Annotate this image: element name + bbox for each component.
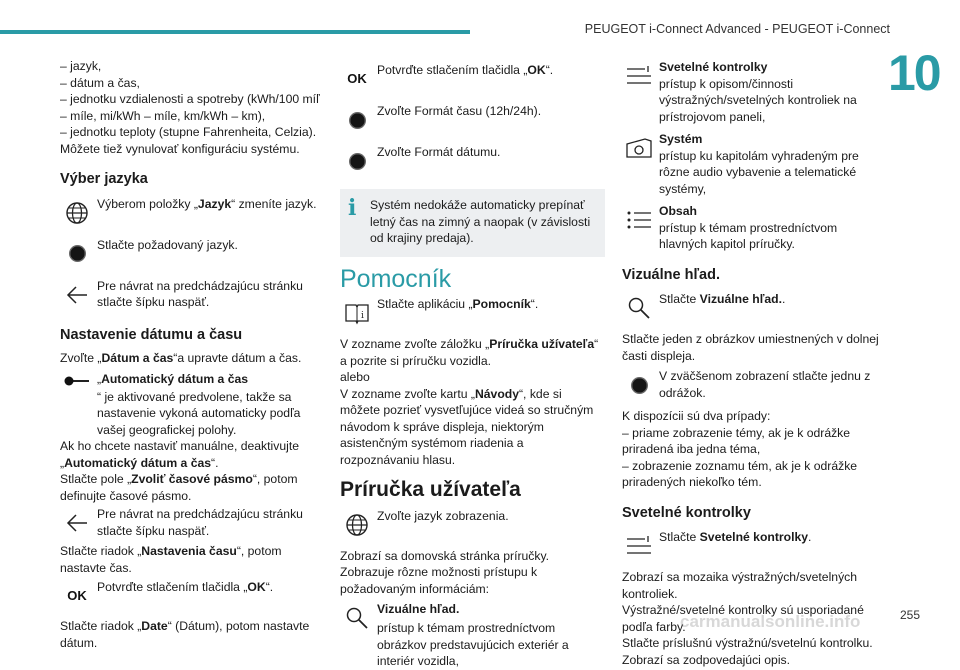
chapter-number: 10 [888,45,940,101]
text-bold: Jazyk [197,196,232,211]
back-arrow-icon [60,278,94,312]
ok-icon: OK [67,587,87,603]
access-system: Systém prístup ku kapitolám vyhradeným pre rôzne audio vybavenie a telematické systémy, [622,130,884,197]
access-contents: Obsah prístup k témam prostredníctvom hlavných kapitol príručky. [622,202,884,253]
section-heading-language: Výber jazyka [60,171,148,187]
paragraph: Stlačte riadok „Nastavenia času“, potom nastavte čas. [60,544,282,575]
search-icon [622,291,656,325]
column-1 [60,58,322,651]
paragraph: Ak ho chcete nastaviť manuálne, deaktivujte „Automatický dátum a čas“. [60,439,299,470]
column-2 [340,58,605,670]
step-helper: i Stlačte aplikáciu „Pomocník“. [340,295,605,331]
ok-icon: OK [347,70,367,86]
section-title-helper: Pomocník [340,264,452,293]
paragraph: Stlačte pole „Zvoliť časové pásmo“, potom definujte časové pásmo. [60,472,298,503]
running-header: PEUGEOT i-Connect Advanced - PEUGEOT i-Connect [584,22,890,36]
watermark: carmanualsonline.info [680,612,861,631]
section-heading-lamps: Svetelné kontrolky [622,504,751,521]
access-visual: Vizuálne hľad. [340,600,605,635]
info-icon: i [348,195,357,221]
page-number: 255 [900,608,921,622]
section-title-guide: Príručka užívateľa [340,478,521,501]
list-item: – jednotku vzdialenosti a spotreby (kWh/100 míľ [60,92,320,106]
step-time-format [340,102,605,138]
paragraph: – zobrazenie zoznamu tém, ak je k odrážke priradených niekoľko tém. [622,458,858,489]
note-text: Systém nedokáže automaticky prepínať letný čas na zimný a naopak (v závislosti od krajiny predaja). [370,198,591,245]
list-item: – jednotku teploty (stupne Fahrenheita, Celzia). [60,125,317,139]
back-arrow-icon [60,506,94,540]
step-back-2 [60,505,322,541]
text: Zvoľte Formát času (12h/24h). [377,104,542,118]
warning-lamps-icon [622,529,656,563]
paragraph: K dispozícii sú dva prípady: [622,409,771,423]
globe-icon [340,508,374,542]
paragraph: Stlačte príslušnú výstražnú/svetelnú kontrolku. [622,636,873,650]
paragraph: Zobrazuje rôzne možnosti prístupu k požadovaným informáciám: [340,565,538,596]
access-lamps: Svetelné kontrolky prístup k opisom/činnosti výstražných/svetelných kontroliek na prístrojovom paneli, [622,58,884,125]
text: Výberom položky „ [97,196,198,211]
step-date-format [340,143,605,179]
header-accent-bar [0,30,470,34]
step-zoom [622,367,884,403]
step-language [60,195,322,231]
paragraph: alebo [340,370,370,384]
step-back [60,277,322,313]
text: Pre návrat na predchádzajúcu stránku stlačte šípku naspäť. [97,278,303,309]
camera-icon [622,131,656,165]
paragraph: V zozname zvoľte záložku „Príručka užívateľa“ a pozrite si príručku vozidla. [340,337,599,368]
paragraph: Stlačte riadok „Date“ (Dátum), potom nastavte dátum. [60,619,310,650]
paragraph: Môžete tiež vynulovať konfiguráciu systému. [60,141,300,156]
paragraph: Zobrazí sa domovská stránka príručky. [340,548,550,563]
touch-dot-icon [60,237,94,271]
manual-book-icon [340,296,374,330]
toggle-icon [60,371,94,391]
text: Zvoľte Formát dátumu. [377,145,501,159]
text: “ zmeníte jazyk. [231,196,317,211]
column-3 [622,58,884,668]
paragraph: Zvoľte „Dátum a čas“a upravte dátum a čas. [60,351,302,365]
step-auto-date: „Automatický dátum a čas [60,370,322,391]
text: Pre návrat na predchádzajúcu stránku stlačte šípku naspäť. [97,507,303,538]
step-lamps: Stlačte Svetelné kontrolky. [622,528,884,564]
paragraph: prístup k témam prostredníctvom obrázkov predstavujúcich exteriér a interiér vozidla, [377,621,569,668]
paragraph: Stlačte jeden z obrázkov umiestnených v dolnej časti displeja. [622,332,879,363]
paragraph: “ je aktivované predvolene, takže sa nastavenie vykoná automaticky podľa vašej geografickej polohy. [97,389,301,437]
step-select-language [60,236,322,272]
list-item: – dátum a čas, [60,75,140,90]
step-guide-language [340,507,605,543]
text: V zväčšenom zobrazení stlačte jednu z odrážok. [659,369,871,400]
touch-dot-icon [622,368,656,402]
section-heading-date: Nastavenie dátumu a času [60,326,243,343]
step-ok: OK Potvrďte stlačením tlačidla „OK“. [60,578,322,614]
text: Zvoľte jazyk zobrazenia. [377,508,509,523]
globe-icon [60,196,94,230]
list-icon [622,203,656,237]
step-visual: Stlačte Vizuálne hľad.. [622,290,884,326]
svg-text:i: i [361,311,364,321]
section-heading-visual: Vizuálne hľad. [622,266,720,283]
list-item: – míle, mi/kWh – míle, km/kWh – km), [60,108,266,123]
paragraph: Zobrazí sa zodpovedajúci opis. [622,652,791,667]
search-icon [340,601,374,635]
touch-dot-icon [340,144,374,178]
paragraph: V zozname zvoľte kartu „Návody“, kde si môžete pozrieť vysvetľujúce videá so stručným návodom k správe displeja, niektorým asistenčným systémom riadenia a rozpoznávaniu hlasu. [340,386,594,467]
paragraph: – priame zobrazenie témy, ak je k odrážke priradená iba jedna téma, [622,425,851,456]
list-item: – jazyk, [60,59,102,73]
paragraph: Zobrazí sa mozaika výstražných/svetelných kontroliek. [622,570,858,601]
paragraph: Výstražné/svetelné kontrolky sú usporiadané podľa farby. [622,603,864,634]
touch-dot-icon [340,103,374,137]
step-ok: OK Potvrďte stlačením tlačidla „OK“. [340,61,605,97]
info-note [340,189,605,257]
text: Stlačte požadovaný jazyk. [97,237,238,252]
warning-lamps-icon [622,59,656,93]
